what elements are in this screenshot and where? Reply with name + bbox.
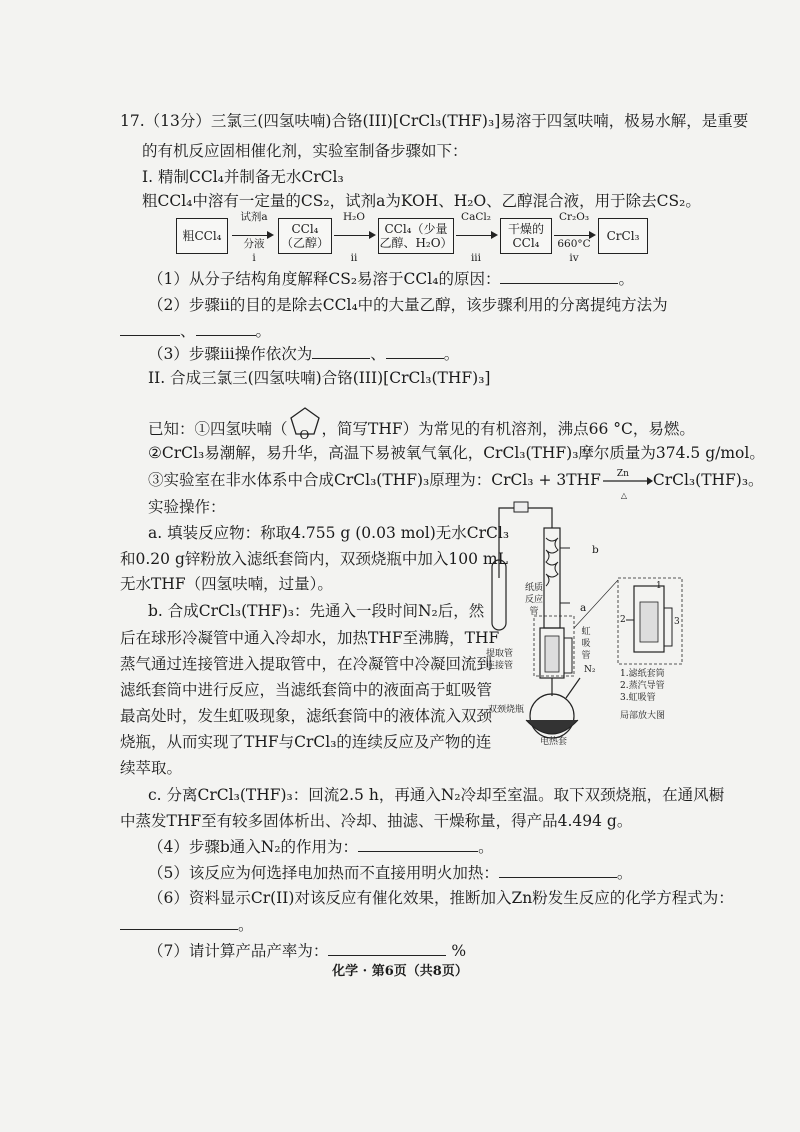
flow-label-h2o: H₂O <box>343 211 365 223</box>
op-a-line-1: a. 填装反应物：称取4.755 g (0.03 mol)无水CrCl₃ <box>148 524 510 542</box>
legend-3: 3.虹吸管 <box>620 693 656 703</box>
flow-arrow-1 <box>232 235 272 236</box>
flow-arrow-3 <box>456 235 496 236</box>
question-3: （3）步骤iii操作依次为 、 。 <box>148 345 460 363</box>
label-num-1: 1 <box>656 581 662 591</box>
question-1: （1）从分子结构角度解释CS₂易溶于CCl₄的原因： 。 <box>148 270 634 288</box>
label-flask: 双颈烧瓶 <box>488 705 525 715</box>
op-b-line-5: 最高处时，发生虹吸现象，滤纸套筒中的液体流入双颈 <box>120 707 493 725</box>
question-6: （6）资料显示Cr(II)对该反应有催化效果，推断加入Zn粉发生反应的化学方程式为： <box>148 889 734 907</box>
flow-arrow-2 <box>334 235 374 236</box>
legend-2: 2.蒸汽导管 <box>620 681 665 691</box>
flow-arrow-4 <box>554 235 594 236</box>
question-header-cont: 的有机反应固相催化剂，实验室制备步骤如下： <box>142 142 468 160</box>
part1-text: 粗CCl₄中溶有一定量的CS₂，试剂a为KOH、H₂O、乙醇混合液，用于除去CS₂。 <box>142 192 701 210</box>
flow-label-660c: 660°C <box>557 238 591 250</box>
question-2: （2）步骤ii的目的是除去CCl₄中的大量乙醇，该步骤利用的分离提纯方法为 <box>148 296 668 314</box>
answer-blank-3a[interactable] <box>312 343 370 359</box>
flow-label-cacl2: CaCl₂ <box>461 211 491 223</box>
ops-title: 实验操作： <box>148 498 226 516</box>
flow-step-iv: iv <box>569 252 579 264</box>
flow-step-iii: iii <box>470 252 482 264</box>
question-4: （4）步骤b通入N₂的作用为： 。 <box>148 838 494 856</box>
reaction-arrow: Zn △ <box>601 474 653 488</box>
answer-blank-1[interactable] <box>500 268 618 284</box>
answer-blank-7[interactable] <box>328 940 446 956</box>
op-b-line-3: 蒸气通过连接管进入提取管中，在冷凝管中冷凝回流到 <box>120 655 493 673</box>
zoom-title: 局部放大图 <box>620 711 666 721</box>
question-5: （5）该反应为何选择电加热而不直接用明火加热： 。 <box>148 864 633 882</box>
op-a-line-2: 和0.20 g锌粉放入滤纸套筒内，双颈烧瓶中加入100 mL <box>120 550 508 568</box>
label-siphon: 虹吸管 <box>581 627 591 661</box>
flow-label-cr2o3: Cr₂O₃ <box>558 211 590 223</box>
answer-blank-5[interactable] <box>499 862 617 878</box>
known-1: 已知：①四氢呋喃（ O ，简写THF）为常见的有机溶剂，沸点66 °C，易燃。 <box>148 416 695 444</box>
flow-box-ccl4-water: CCl₄（少量 乙醇、H₂O） <box>378 218 454 254</box>
part2-title: II. 合成三氯三(四氢呋喃)合铬(III)[CrCl₃(THF)₃] <box>148 369 491 387</box>
answer-blank-2a[interactable] <box>120 320 180 336</box>
answer-blank-2b[interactable] <box>196 320 256 336</box>
purification-flowchart <box>176 211 640 264</box>
legend-1: 1.滤纸套筒 <box>620 669 665 679</box>
op-b-line-6: 烧瓶，从而实现了THF与CrCl₃的连续反应及产物的连 <box>120 733 492 751</box>
part1-title: I. 精制CCl₄并制备无水CrCl₃ <box>142 168 344 186</box>
flow-label-separate: 分液 <box>243 238 265 250</box>
flow-box-dry-ccl4: 干燥的 CCl₄ <box>500 218 552 254</box>
known-2: ②CrCl₃易潮解，易升华，高温下易被氧气氧化，CrCl₃(THF)₃摩尔质量为374.5 g/mol。 <box>148 444 765 462</box>
answer-blank-3b[interactable] <box>386 343 444 359</box>
label-num-3: 3 <box>674 617 680 627</box>
question-6-blank: 。 <box>120 914 254 936</box>
flow-box-crude-ccl4: 粗CCl₄ <box>176 218 228 254</box>
flow-box-crcl3: CrCl₃ <box>598 218 648 254</box>
label-heater: 电热套 <box>540 737 568 747</box>
flow-label-reagent-a: 试剂a <box>240 211 268 223</box>
op-c-line-1: c. 分离CrCl₃(THF)₃：回流2.5 h，再通入N₂冷却至室温。取下双颈烧瓶，在通风橱 <box>148 786 725 804</box>
op-c-line-2: 中蒸发THF至有较多固体析出、冷却、抽滤、干燥称量，得产品4.494 g。 <box>120 812 633 830</box>
op-b-line-7: 续萃取。 <box>120 759 183 777</box>
flow-step-ii: ii <box>350 252 358 264</box>
question-2-blanks: 、 。 <box>120 320 271 342</box>
page-footer: 化学 · 第6页（共8页） <box>332 964 468 979</box>
answer-blank-6[interactable] <box>120 914 238 930</box>
label-extract-tube: 提取管 <box>486 649 514 659</box>
flow-step-i: i <box>252 252 256 264</box>
apparatus-figure <box>484 498 714 748</box>
label-paper-tube: 纸质反应管 <box>524 583 543 617</box>
known-3: ③实验室在非水体系中合成CrCl₃(THF)₃原理为：CrCl₃ + 3THF Zn △ CrCl₃(THF)₃。 <box>148 469 764 500</box>
question-7: （7）请计算产品产率为： % <box>148 942 467 960</box>
label-b: b <box>592 544 599 556</box>
label-a: a <box>580 602 587 614</box>
label-connect-tube: 连接管 <box>486 661 514 671</box>
answer-blank-4[interactable] <box>358 836 478 852</box>
thf-ring-icon: O <box>288 416 322 444</box>
op-b-line-2: 后在球形冷凝管中通入冷却水，加热THF至沸腾，THF <box>120 629 500 647</box>
op-b-line-4: 滤纸套筒中进行反应，当滤纸套筒中的液面高于虹吸管 <box>120 681 493 699</box>
label-num-2: 2 <box>620 615 626 625</box>
flow-box-ccl4-ethanol: CCl₄ （乙醇） <box>278 218 332 254</box>
label-n2: N₂ <box>584 665 596 675</box>
question-header: 17.（13分）三氯三(四氢呋喃)合铬(III)[CrCl₃(THF)₃]易溶于四氢呋喃，极易水解，是重要 <box>120 112 749 130</box>
op-b-line-1: b. 合成CrCl₃(THF)₃：先通入一段时间N₂后，然 <box>148 602 485 620</box>
op-a-line-3: 无水THF（四氢呋喃，过量）。 <box>120 575 333 593</box>
